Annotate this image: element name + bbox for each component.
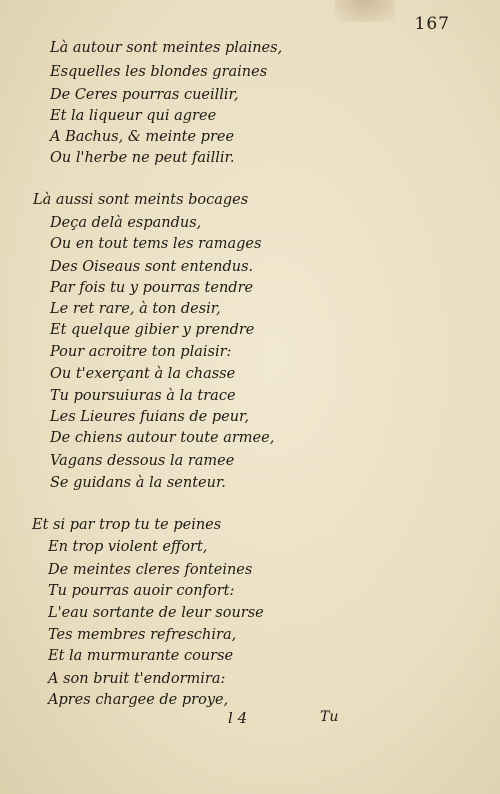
verse-line: A son bruit t'endormira: xyxy=(48,671,226,687)
verse-line: Des Oiseaus sont entendus. xyxy=(50,259,254,275)
verse-line: Là aussi sont meints bocages xyxy=(33,192,249,208)
verse-line: Ou t'exerçant à la chasse xyxy=(50,366,236,382)
verse-line: Apres chargee de proye, xyxy=(48,692,229,708)
verse-line: Ou l'herbe ne peut faillir. xyxy=(50,150,235,166)
verse-line: En trop violent effort, xyxy=(48,539,208,555)
signature-mark: l 4 xyxy=(228,709,248,727)
verse-line: Tu pourras auoir confort: xyxy=(48,583,235,599)
verse-line: Vagans dessous la ramee xyxy=(50,453,235,469)
verse-line: Et la murmurante course xyxy=(48,648,234,664)
verse-line: Tes membres refreschira, xyxy=(48,627,237,643)
verse-line: Deça delà espandus, xyxy=(50,215,202,231)
verse-line: Et la liqueur qui agree xyxy=(50,108,217,124)
verse-line: A Bachus, & meinte pree xyxy=(50,129,235,145)
verse-line: L'eau sortante de leur sourse xyxy=(48,605,264,621)
verse-line: Le ret rare, à ton desir, xyxy=(50,301,221,317)
verse-line: Se guidans à la senteur. xyxy=(50,475,226,491)
page-footer xyxy=(0,709,500,733)
verse-line: De Ceres pourras cueillir, xyxy=(50,87,239,103)
verse-line: Tu poursuiuras à la trace xyxy=(50,388,236,404)
page-number: 167 xyxy=(414,14,450,34)
verse-line: De meintes cleres fonteines xyxy=(48,562,253,578)
verse-line: Et si par trop tu te peines xyxy=(32,517,222,533)
verse-line: De chiens autour toute armee, xyxy=(50,430,275,446)
verse-line: Là autour sont meintes plaines, xyxy=(50,40,283,56)
verse-line: Et quelque gibier y prendre xyxy=(50,322,255,338)
verse-line: Esquelles les blondes graines xyxy=(50,64,268,80)
verse-line: Ou en tout tems les ramages xyxy=(50,236,262,252)
verse-line: Les Lieures fuians de peur, xyxy=(50,409,250,425)
verse-line: Par fois tu y pourras tendre xyxy=(50,280,254,296)
catchword: Tu xyxy=(320,709,339,725)
verse-line: Pour acroitre ton plaisir: xyxy=(50,344,232,360)
